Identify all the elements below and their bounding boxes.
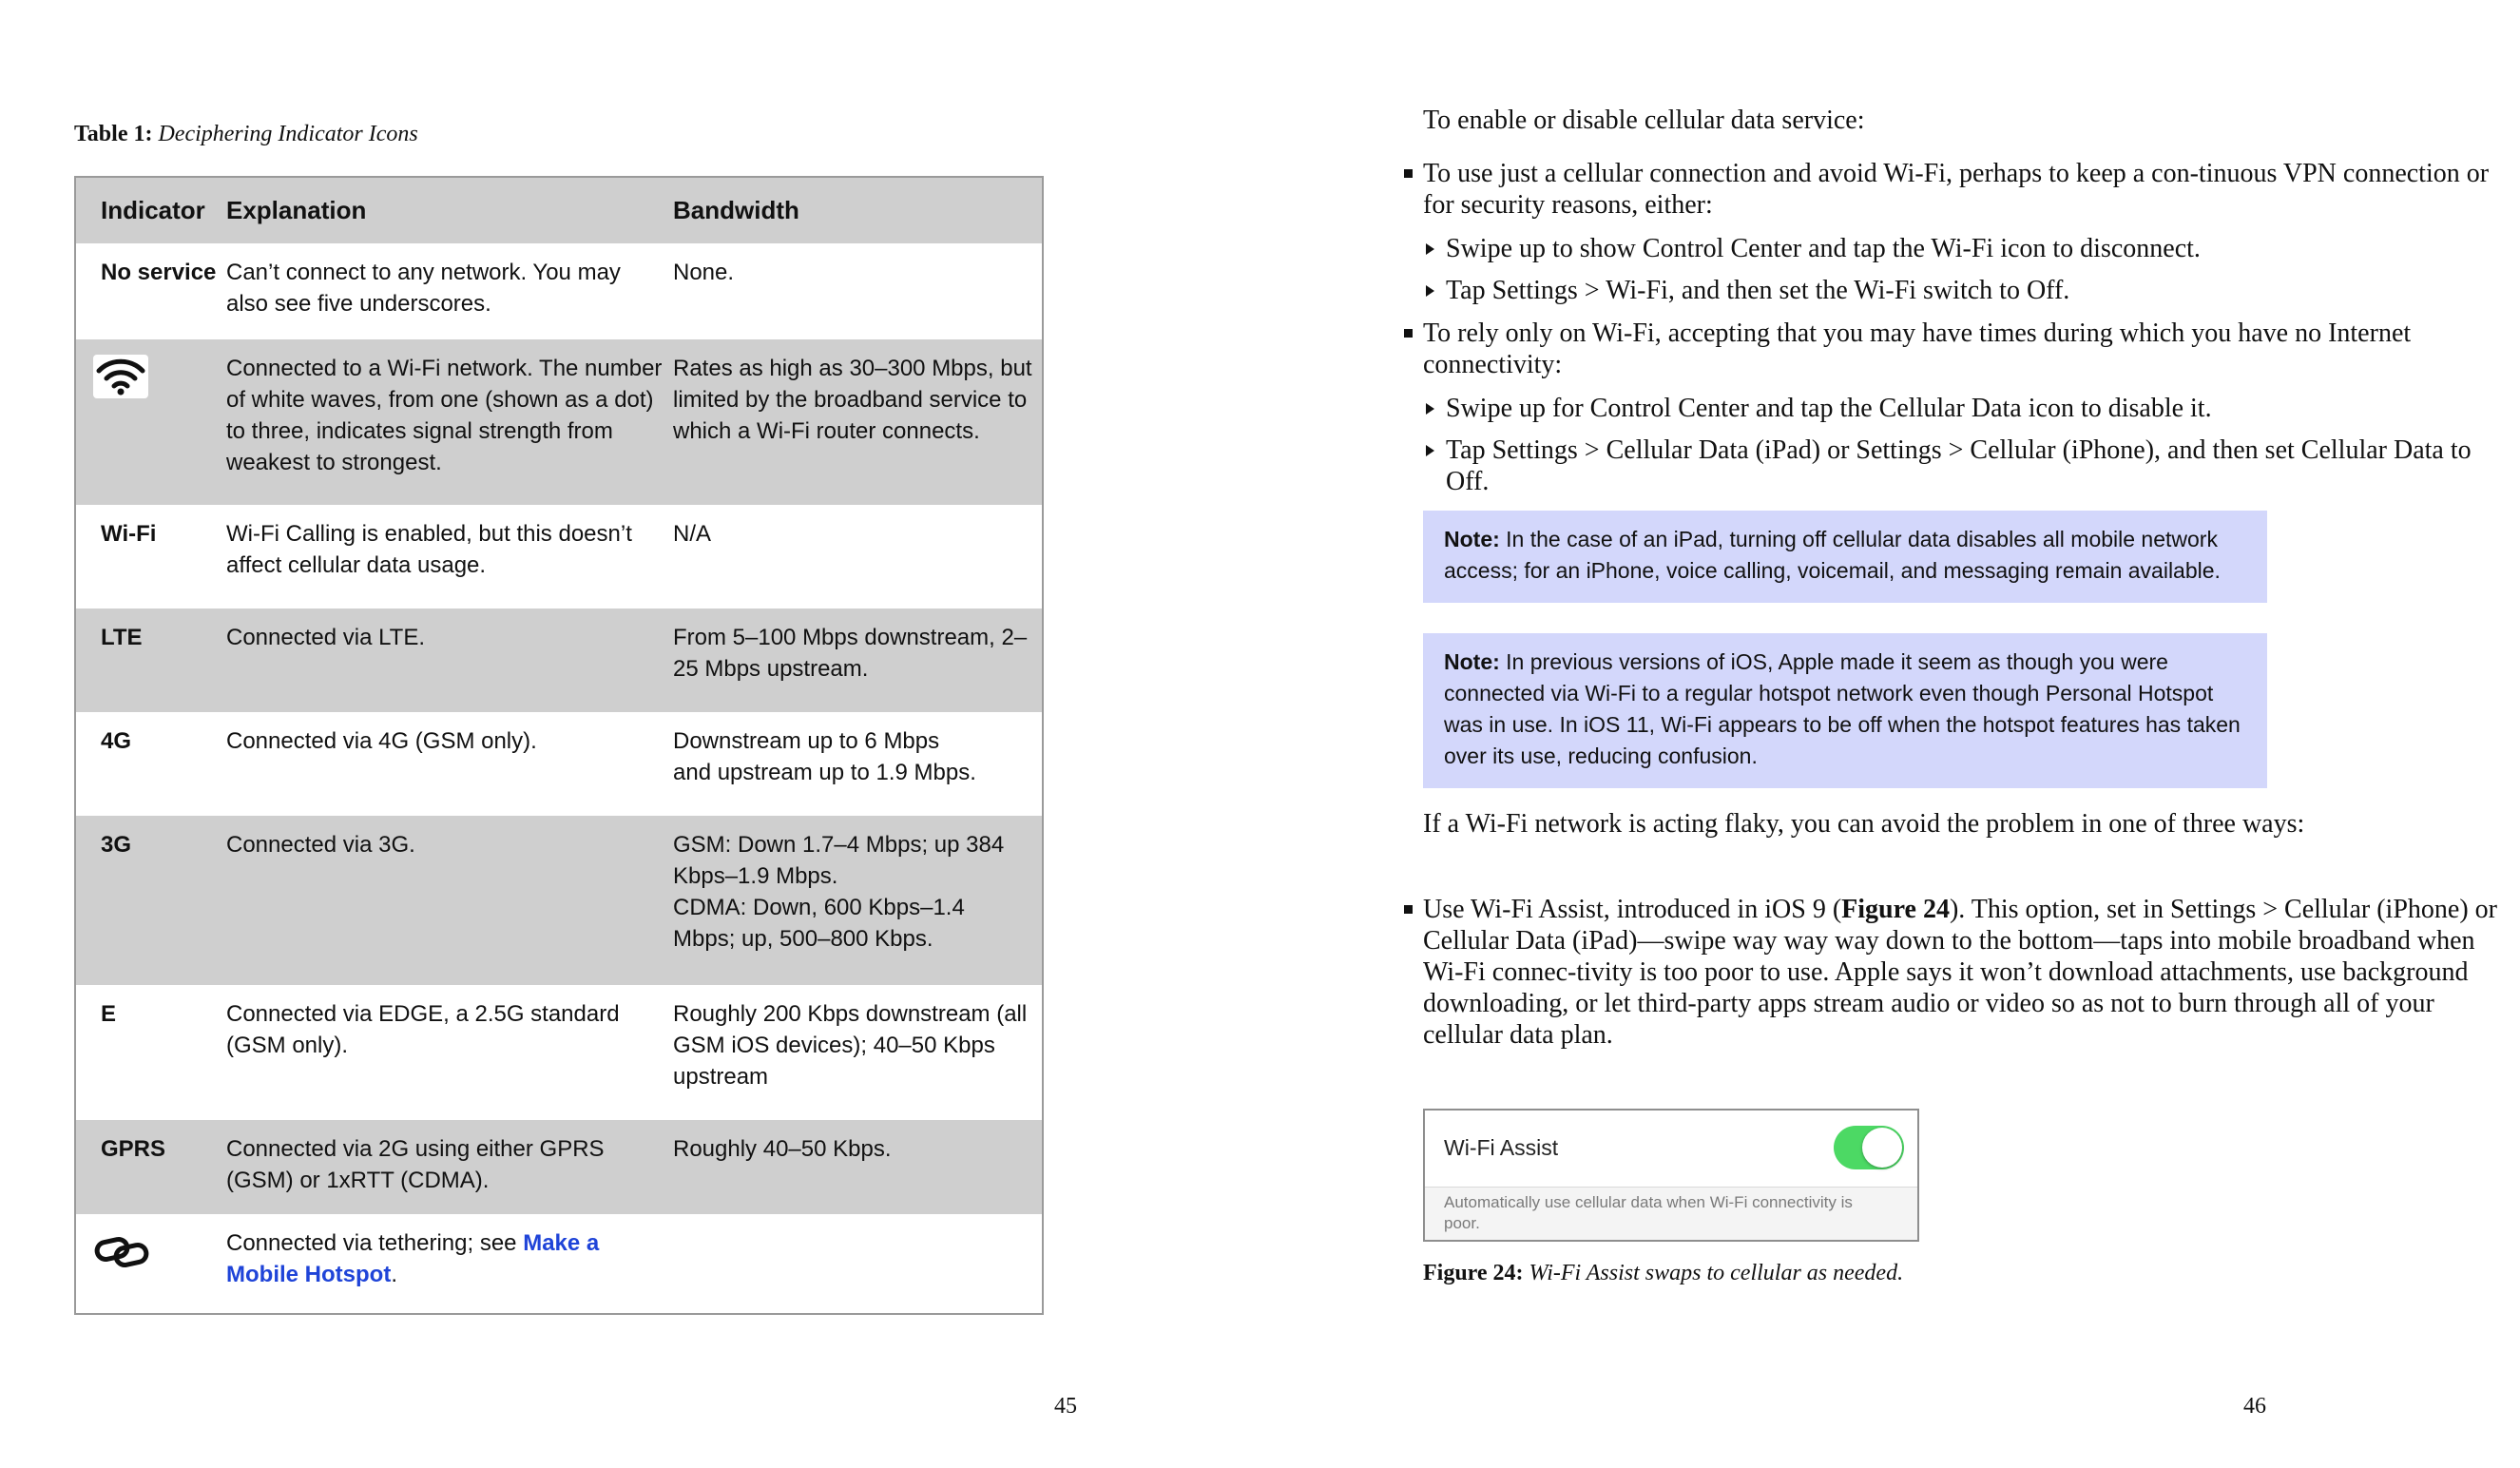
cell-bandwidth: Roughly 200 Kbps downstream (all GSM iOS devices); 40–50 Kbps upstream <box>673 1001 1028 1090</box>
cell-explanation <box>226 1227 673 1313</box>
cell-indicator: 4G <box>101 728 132 754</box>
cell-explanation: Connected via 4G (GSM only). <box>226 728 537 754</box>
cell-explanation: Can’t connect to any network. You may also see five underscores. <box>226 260 621 317</box>
square-bullet-icon <box>1404 905 1413 914</box>
bullet-cellular-only: To use just a cellular connection and avoid Wi-Fi, perhaps to keep a con-tinuous VPN connection or for security reasons, either: <box>1423 159 2490 220</box>
triangle-bullet-icon <box>1426 285 1434 297</box>
cell-indicator: No service <box>101 260 217 285</box>
table-row <box>76 712 1042 816</box>
cell-bandwidth <box>673 725 1042 816</box>
square-bullet-icon <box>1404 169 1413 178</box>
note-label: Note: <box>1444 527 1500 551</box>
cell-explanation: Connected via EDGE, a 2.5G standard (GSM only). <box>226 1001 620 1058</box>
page-number: 46 <box>2243 1394 2266 1419</box>
cell-bandwidth: N/A <box>673 521 712 547</box>
wifi-assist-description: Automatically use cellular data when Wi-Fi connectivity is poor. <box>1444 1193 1853 1232</box>
cell-explanation: Connected via LTE. <box>226 625 426 650</box>
figure-caption <box>1423 1261 1903 1286</box>
cell-indicator: LTE <box>101 625 143 650</box>
triangle-bullet-icon <box>1426 243 1434 255</box>
cell-indicator: GPRS <box>101 1136 166 1162</box>
cell-explanation: Wi-Fi Calling is enabled, but this doesn’t affect cellular data usage. <box>226 521 632 578</box>
bandwidth-line: CDMA: Down, 600 Kbps–1.4 Mbps; up, 500–800 Kbps. <box>673 895 965 952</box>
figure-caption-label: Figure 24: <box>1423 1261 1524 1285</box>
cell-bandwidth: Rates as high as 30–300 Mbps, but limited by the broadband service to which a Wi-Fi router connects. <box>673 356 1032 444</box>
table-row <box>76 1214 1042 1313</box>
table-caption-text: Deciphering Indicator Icons <box>158 122 418 146</box>
square-bullet-icon <box>1404 329 1413 338</box>
cell-indicator: E <box>101 1001 117 1027</box>
figure-caption-text: Wi-Fi Assist swaps to cellular as needed. <box>1529 1261 1904 1285</box>
sub-bullet: Swipe up for Control Center and tap the Cellular Data icon to disable it. <box>1446 394 2212 423</box>
note-text: In the case of an iPad, turning off cellular data disables all mobile network access; for an iPhone, voice calling, voicemail, and messaging remain available. <box>1444 527 2221 583</box>
table-row <box>76 243 1042 339</box>
wifi-assist-toggle[interactable] <box>1834 1126 1904 1169</box>
intro-text: To enable or disable cellular data service: <box>1423 106 1865 135</box>
chain-link-icon <box>93 1233 150 1271</box>
sub-bullet: Swipe up to show Control Center and tap the Wi-Fi icon to disconnect. <box>1446 234 2201 263</box>
figure-reference: Figure 24 <box>1841 895 1950 924</box>
wifi-icon <box>93 355 148 398</box>
note-box-hotspot <box>1423 633 2267 788</box>
cell-bandwidth: None. <box>673 260 735 285</box>
note-box-ipad <box>1423 511 2267 603</box>
sub-bullet: Tap Settings > Cellular Data (iPad) or Settings > Cellular (iPhone), and then set Cellular Data to Off. <box>1446 435 2472 496</box>
cell-bandwidth <box>673 1227 1042 1313</box>
mobile-hotspot-link[interactable]: Make a Mobile Hotspot <box>226 1230 600 1287</box>
table-header-row <box>76 178 1042 243</box>
bullet-wifi-only: To rely only on Wi-Fi, accepting that you may have times during which you have no Internet connectivity: <box>1423 319 2412 379</box>
cell-indicator: 3G <box>101 832 132 858</box>
table-caption <box>74 122 418 147</box>
note-label: Note: <box>1444 649 1500 674</box>
cell-explanation: Connected via 3G. <box>226 832 415 858</box>
triangle-bullet-icon <box>1426 445 1434 456</box>
flaky-wifi-paragraph: If a Wi-Fi network is acting flaky, you can avoid the problem in one of three ways: <box>1423 809 2305 839</box>
bullet-wifi-assist <box>1423 894 2516 1051</box>
table-row <box>76 816 1042 985</box>
header-explanation: Explanation <box>226 196 367 224</box>
wifi-assist-figure <box>1423 1109 1919 1242</box>
table-caption-label: Table 1: <box>74 122 153 146</box>
cell-bandwidth: Roughly 40–50 Kbps. <box>673 1136 892 1162</box>
cell-explanation: Connected via 2G using either GPRS (GSM) or 1xRTT (CDMA). <box>226 1136 605 1193</box>
table-row <box>76 339 1042 505</box>
cell-indicator <box>76 1227 226 1313</box>
wifi-assist-label: Wi-Fi Assist <box>1444 1135 1559 1160</box>
page-number: 45 <box>1054 1394 1077 1419</box>
table-row <box>76 985 1042 1120</box>
explanation-prefix: Connected via tethering; see <box>226 1230 524 1256</box>
header-bandwidth: Bandwidth <box>673 196 799 224</box>
explanation-suffix: . <box>391 1262 397 1287</box>
cell-indicator <box>76 353 226 505</box>
bullet-text-suffix: ). This option, set in Settings > Cellular (iPhone) or Cellular Data (iPad)—swipe way way way down to the bottom—taps into mobile broadband when Wi-Fi connec-tivity is too poor to use. Apple says it won’t download attachments, use background downloading, or let third-party apps stream audio or video so as not to burn through all of your cellular data plan. <box>1423 895 2497 1050</box>
indicator-table <box>74 176 1044 1315</box>
toggle-knob <box>1862 1128 1902 1168</box>
bandwidth-line: GSM: Down 1.7–4 Mbps; up 384 Kbps–1.9 Mbps. <box>673 832 1005 889</box>
sub-bullet: Tap Settings > Wi-Fi, and then set the Wi-Fi switch to Off. <box>1446 276 2070 305</box>
wifi-assist-cell <box>1425 1111 1917 1188</box>
cell-indicator: Wi-Fi <box>101 521 157 547</box>
table-row <box>76 505 1042 608</box>
left-page <box>0 0 1188 1468</box>
bandwidth-line: Downstream up to 6 Mbps <box>673 728 940 754</box>
cell-bandwidth: From 5–100 Mbps downstream, 2–25 Mbps upstream. <box>673 625 1028 682</box>
right-page <box>1188 0 2497 1468</box>
note-text: In previous versions of iOS, Apple made it seem as though you were connected via Wi-Fi to a regular hotspot network even though Personal Hotspot was in use. In iOS 11, Wi-Fi appears to be off when the hotspot features has taken over its use, reducing confusion. <box>1444 649 2241 768</box>
header-indicator: Indicator <box>101 196 205 224</box>
table-row <box>76 1120 1042 1214</box>
bullet-text-prefix: Use Wi-Fi Assist, introduced in iOS 9 ( <box>1423 895 1842 924</box>
bandwidth-line: and upstream up to 1.9 Mbps. <box>673 760 976 785</box>
cell-bandwidth <box>673 829 1042 985</box>
triangle-bullet-icon <box>1426 403 1434 415</box>
cell-explanation: Connected to a Wi-Fi network. The number of white waves, from one (shown as a dot) to three, indicates signal strength from weakest to strongest. <box>226 356 663 475</box>
table-row <box>76 608 1042 712</box>
